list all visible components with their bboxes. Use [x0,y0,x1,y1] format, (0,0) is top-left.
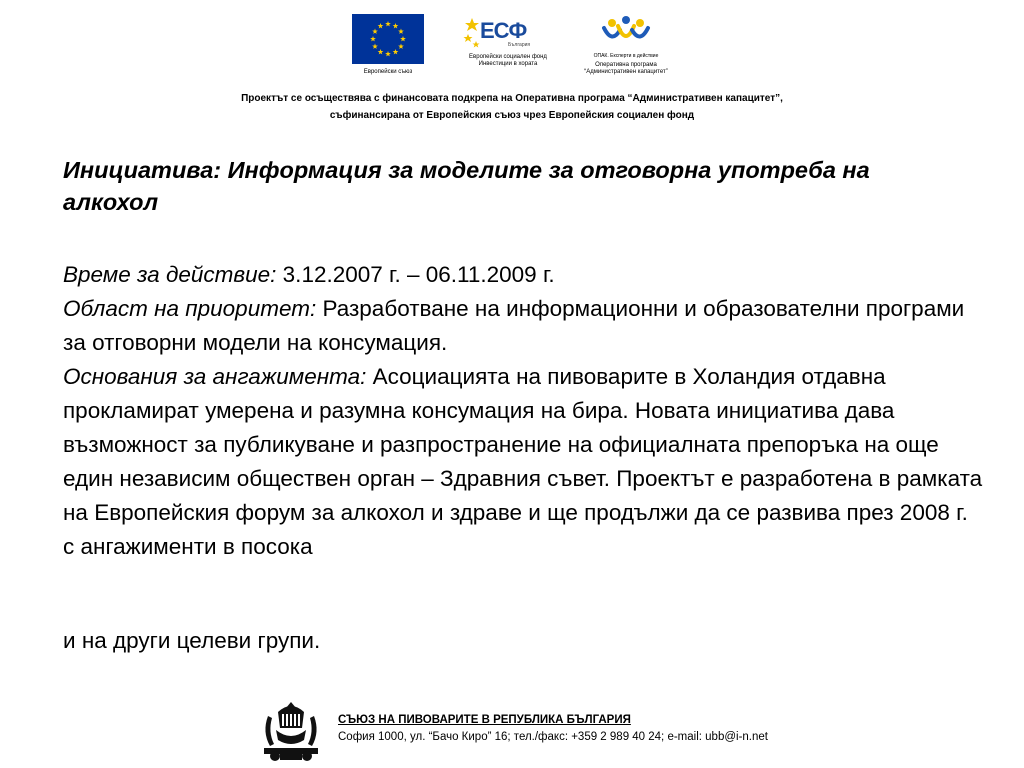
brewers-union-emblem-icon [258,698,324,762]
opak-logo-icon [574,14,678,48]
funding-line-1: Проектът се осъществява с финансовата подкрепа на Оперативна програма “Административен капацитет”, [241,93,783,104]
eu-caption: Европейски съюз [363,69,413,75]
footer-text [338,712,768,746]
footer-org-name: СЪЮЗ НА ПИВОВАРИТЕ В РЕПУБЛИКА БЪЛГАРИЯ [338,714,631,726]
opak-logo [574,14,678,76]
field-label: Време за действие: [63,262,277,287]
funding-statement [0,90,1024,124]
opak-caption-2: “Административен капацитет” [584,69,668,75]
field-value: Разработване на информационни и образователни програми за отговорни модели на консумация. [63,296,965,355]
esf-caption-2: Инвестиции в хората [478,61,538,67]
field-timeframe [63,258,983,292]
eu-logo [352,14,424,76]
esf-logo-icon [462,14,554,54]
initiative-title: Инициатива: Информация за моделите за отговорна употреба на алкохол [63,157,870,215]
esf-logo [462,14,554,68]
field-label: Основания за ангажимента: [63,364,367,389]
opak-caption-1: Оперативна програма [595,62,657,68]
logo-bar [0,14,1024,84]
field-value: Асоциацията на пивоварите в Холандия отдавна прокламират умерена и разумна консумация на бира. Новата инициатива дава възможност за публикуване и разпространение на официалната препоръка на още един независим обществен орган – Здравния съвет. Проектът е разработена в рамката на Европейския форум за алкохол и здраве и ще продължи да се развива през 2008 г. с ангажименти в посока [63,364,983,559]
field-value: 3.12.2007 г. – 06.11.2009 г. [276,262,555,287]
eu-flag-icon [352,14,424,64]
field-label: Област на приоритет: [63,296,317,321]
esf-caption-1: Европейски социален фонд [469,54,547,60]
funding-line-2: съфинансирана от Европейския съюз чрез Европейския социален фонд [329,110,695,121]
footer [258,698,858,762]
esf-mark-sub: България [508,42,531,48]
field-commitment-grounds [63,360,983,564]
continuation-text: и на други целеви групи. [63,628,321,653]
opak-caption-small: ОПАК. Експерти в действие [593,53,659,59]
field-priority-area [63,292,983,360]
footer-address: София 1000, ул. “Бачо Киро” 16; тел./факс: +359 2 989 40 24; e-mail: ubb@i-n.net [338,731,768,743]
esf-mark-text: ЕСФ [480,18,527,43]
initiative-body [63,258,983,564]
